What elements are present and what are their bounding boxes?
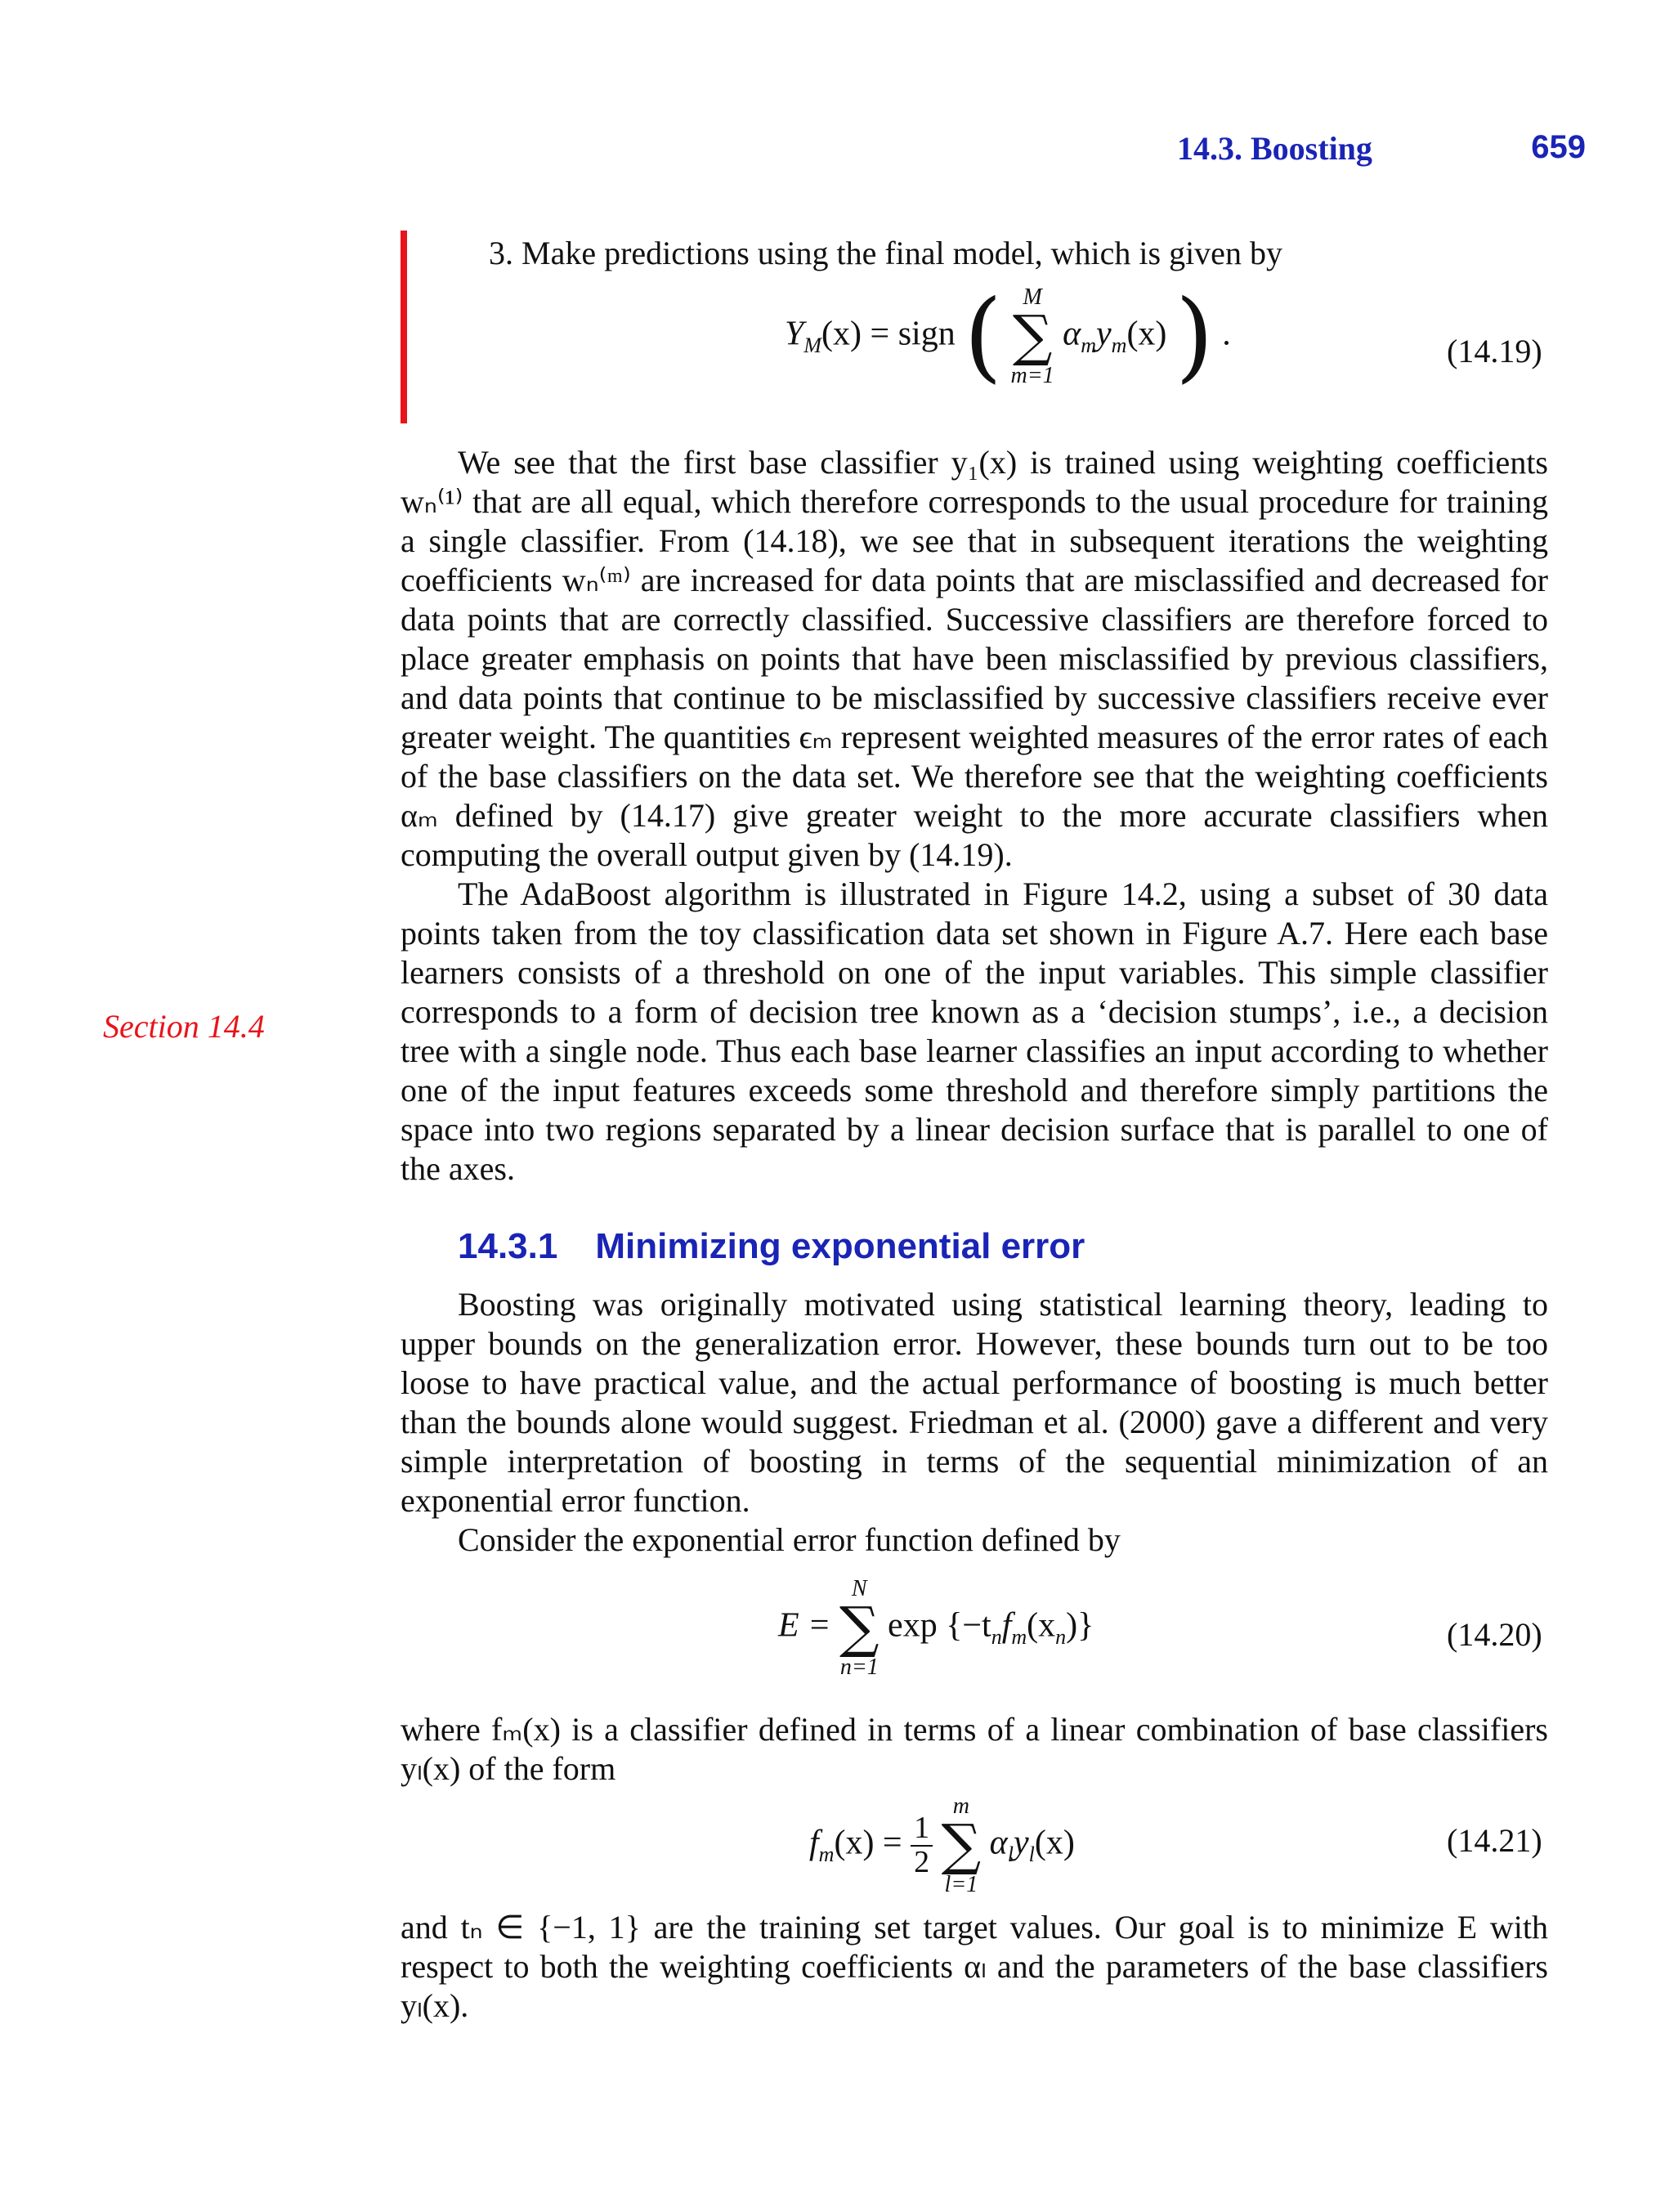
margin-note: Section 14.4 <box>103 1008 265 1045</box>
equation-14-21: $f_m(x)$ = $\frac{1}{2}$ m ∑ l=1 $\alpha_ly_l(x)$ <box>809 1793 1075 1897</box>
body-paragraphs-4 <box>401 1908 1548 2026</box>
paragraph: and tₙ ∈ {−1, 1} are the training set target values. Our goal is to minimize E with respect to both the weighting coefficients αₗ and the parameters of the base classifiers yₗ(x). <box>401 1909 1548 2024</box>
page-number: 659 <box>1531 129 1586 165</box>
paragraph: The AdaBoost algorithm is illustrated in Figure 14.2, using a subset of 30 data points taken from the toy classification data set shown in Figure A.7. Here each base learners consists of a threshold on one of the input variables. This simple classifier corresponds to a form of decision tree known as a ‘decision stumps’, i.e., a decision tree with a single node. Thus each base learner classifies an input according to whether one of the input features exceeds some threshold and therefore simply partitions the space into two regions separated by a linear decision surface that is parallel to one of the axes. <box>401 875 1548 1187</box>
change-bar <box>401 231 407 423</box>
equation-14-20: E = N ∑ n=1 $\exp \{-t_nf_m(x_n)\}$ <box>778 1576 1094 1680</box>
body-paragraphs-3 <box>401 1710 1548 1789</box>
paragraph: We see that the first base classifier y₁(x) is trained using weighting coefficients wₙ⁽¹⁾ that are all equal, which therefore corresponds to the usual procedure for training a single classifier. From (14.18), we see that in subsequent iterations the weighting coefficients wₙ⁽ᵐ⁾ are increased for data points that are misclassified and decreased for data points that are correctly classified. Successive classifiers are therefore forced to place greater emphasis on points that have been misclassified by previous classifiers, and data points that continue to be misclassified by successive classifiers receive ever greater weight. The quantities ϵₘ represent weighted measures of the error rates of each of the base classifiers on the data set. We therefore see that the weighting coefficients αₘ defined by (14.17) give greater weight to the more accurate classifiers when computing the overall output given by (14.19). <box>401 444 1548 873</box>
left-paren: ( <box>964 280 1003 393</box>
paragraph: Consider the exponential error function defined by <box>458 1521 1121 1558</box>
equation-14-19: $Y_M(x)$ = sign ( M ∑ m=1 $\alpha_my_m(x)$ ) . <box>785 280 1231 393</box>
algorithm-step-3: 3. Make predictions using the final model, which is given by <box>489 235 1282 271</box>
fraction: $\frac{1}{2}$ <box>911 1812 933 1879</box>
body-paragraphs-2 <box>401 1285 1548 1560</box>
body-paragraphs-1 <box>401 443 1548 1189</box>
paragraph: Boosting was originally motivated using statistical learning theory, leading to upper bounds on the generalization error. However, these bounds turn out to be too loose to have practical value, and the actual performance of boosting is much better than the bounds alone would suggest. Friedman et al. (2000) gave a different and very simple interpretation of boosting in terms of the sequential minimization of an exponential error function. <box>401 1286 1548 1519</box>
summation: m ∑ l=1 <box>941 1793 982 1897</box>
summation: N ∑ n=1 <box>839 1576 880 1680</box>
equation-number: (14.19) <box>1447 333 1542 369</box>
section-heading: 14.3.1 Minimizing exponential error <box>458 1226 1085 1266</box>
running-header: 14.3. Boosting <box>1177 130 1372 167</box>
equation-number: (14.21) <box>1447 1822 1542 1859</box>
equation-number: (14.20) <box>1447 1616 1542 1653</box>
summation: M ∑ m=1 <box>1010 284 1054 388</box>
right-paren: ) <box>1175 280 1214 393</box>
paragraph: where fₘ(x) is a classifier defined in terms of a linear combination of base classifiers yₗ(x) of the form <box>401 1711 1548 1787</box>
